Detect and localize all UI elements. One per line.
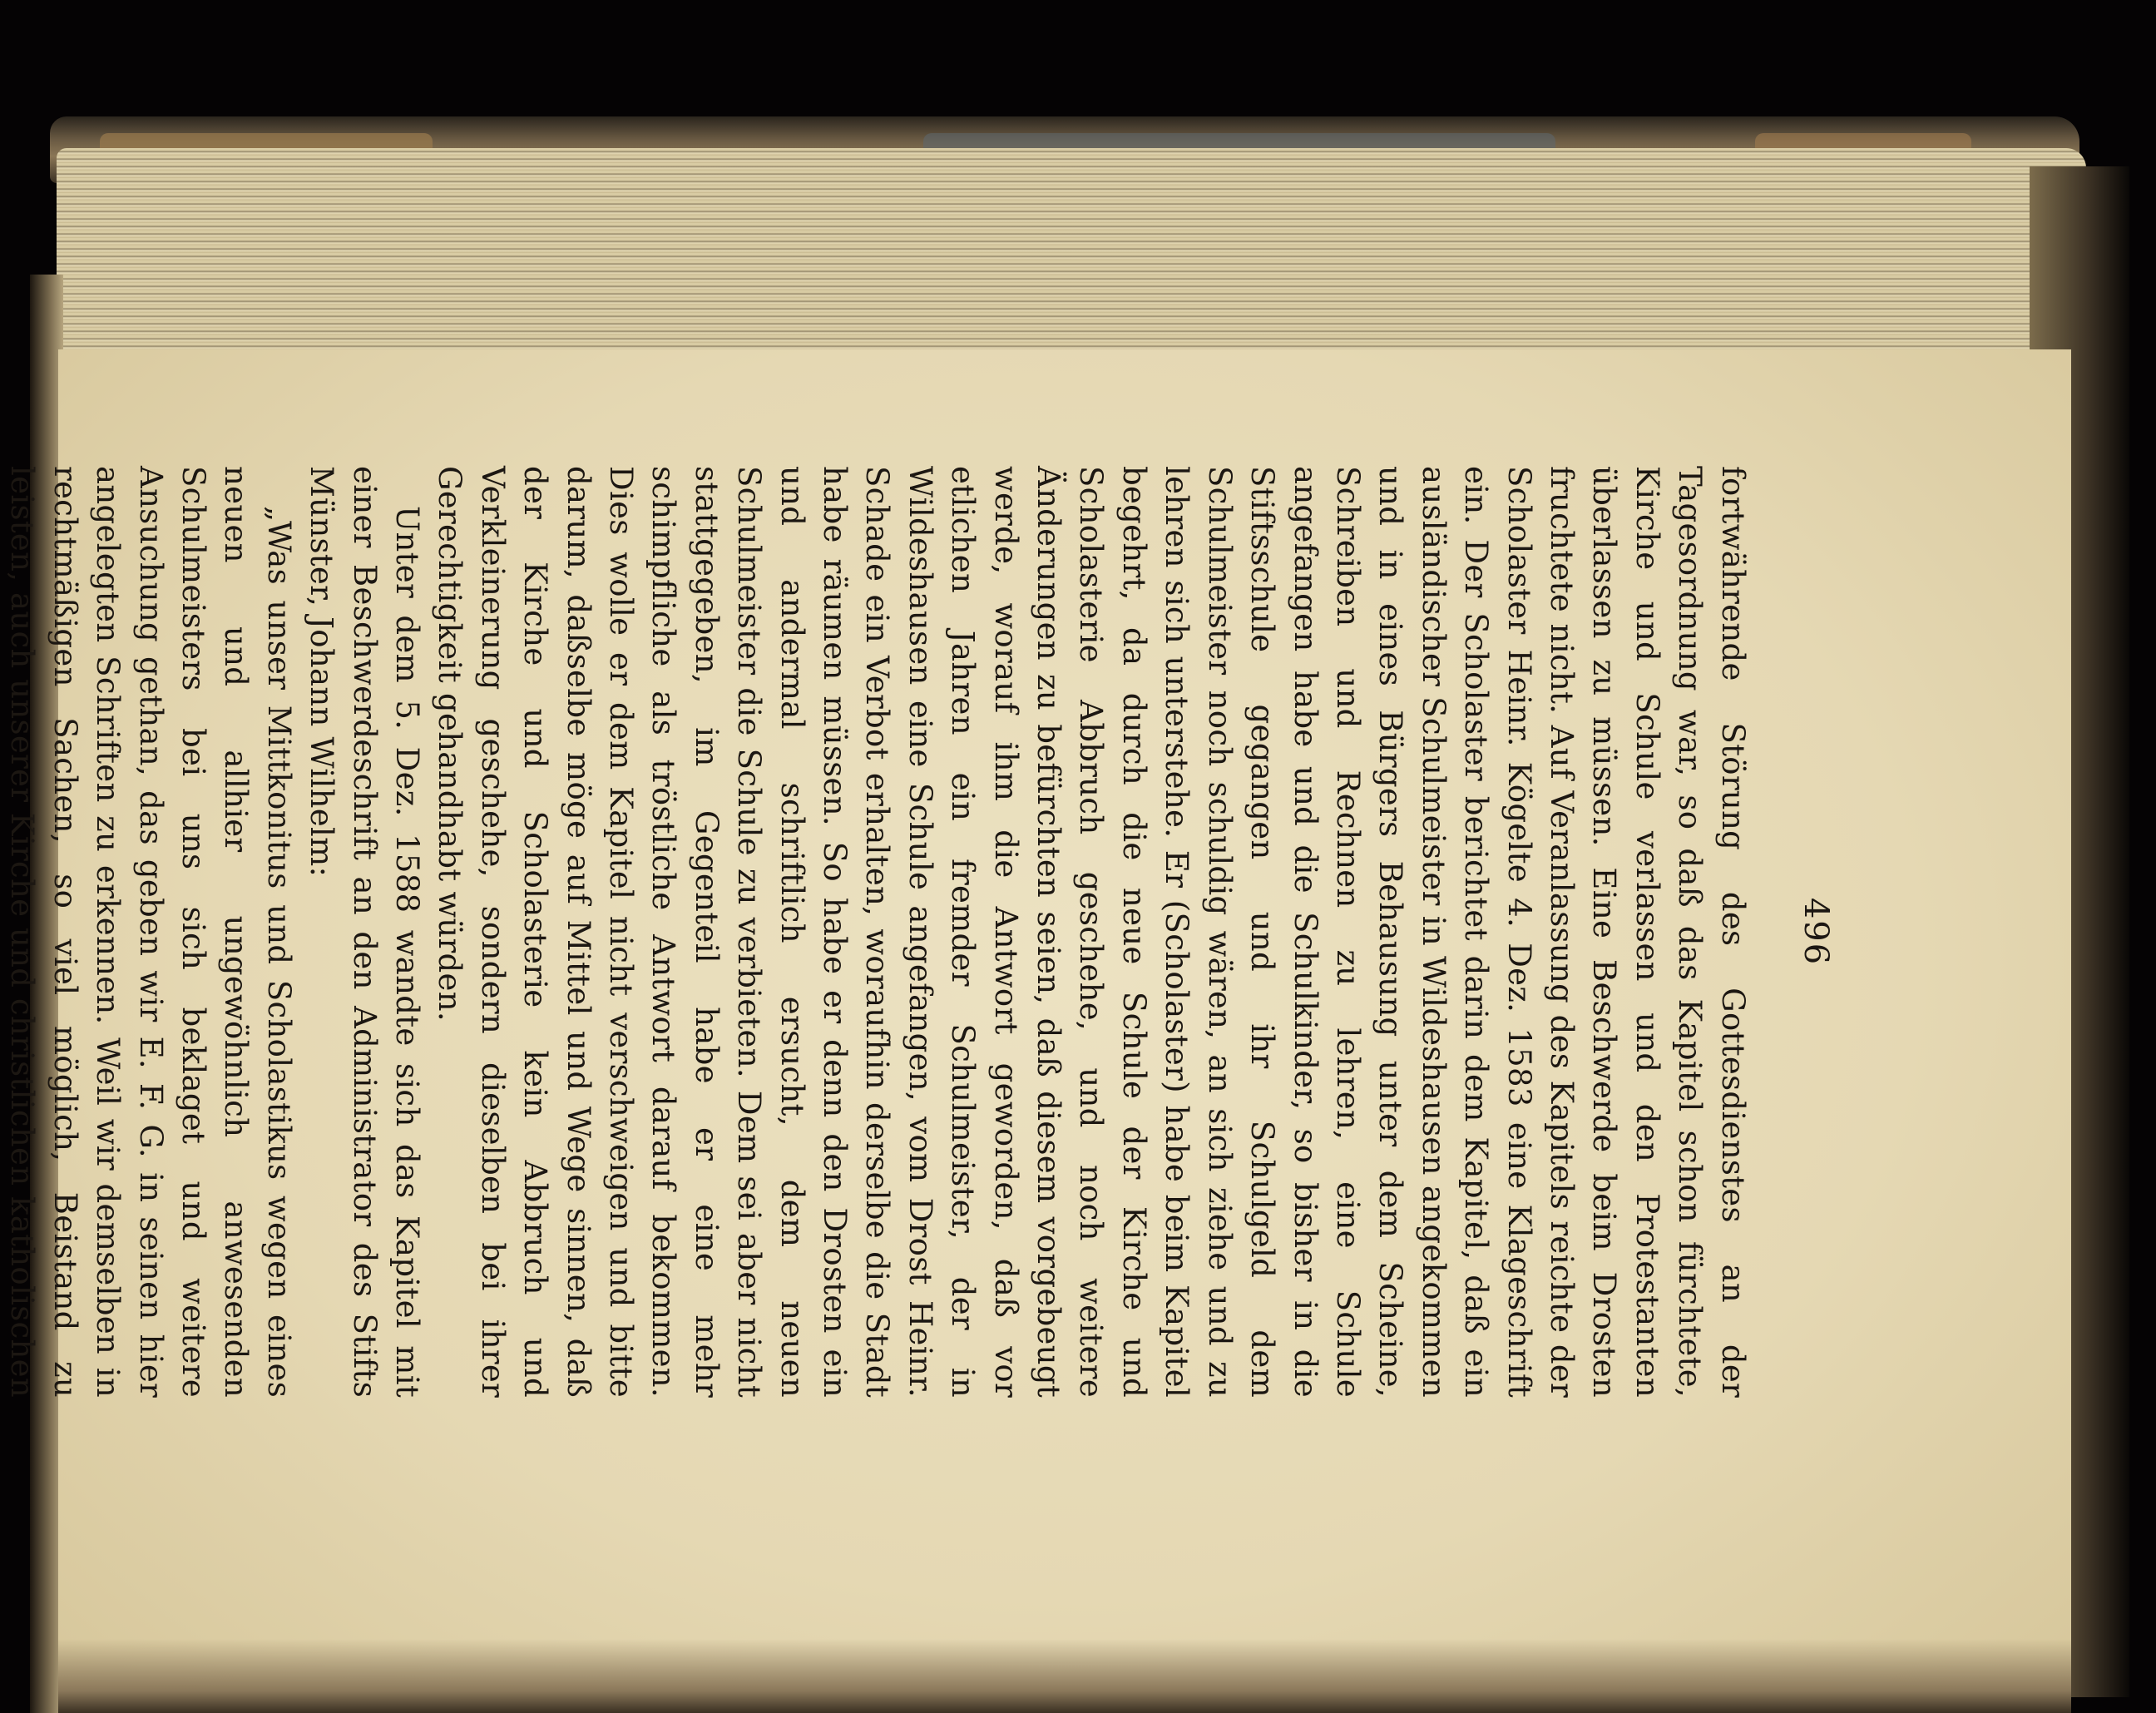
paragraph: Unter dem 5. Dez. 1588 wandte sich das Kapitel mit einer Beschwerdeschrift an den Administrator des Stifts Münster, Johann Wilhelm: [304,466,425,1398]
page-gutter [58,1639,2071,1713]
rotated-text-block [4,466,1837,1398]
page-number: 496 [1797,897,1835,967]
body-text [0,466,1754,1398]
page-block-edges [57,148,2086,364]
paragraph: „Was unser Mittkonitus und Scholastikus wegen eines neuen und allhier ungewöhnlich anwesenden Schulmeisters bei uns sich beklaget und weitere Ansuchung gethan, das geben wir E. F. G. in seinen hier angelegten Schriften zu erkennen. Weil wir demselben in rechtmäßigen Sachen, so viel möglich, Beistand zu leisten, auch unserer Kirche und christlichen katholischen [4,466,297,1398]
paragraph: fortwährende Störung des Gottesdienstes an der Tagesordnung war, so daß das Kapitel schon fürchtete, Kirche und Schule verlassen und den Protestanten überlassen zu müssen. Eine Beschwerde beim Drosten fruchtete nicht. Auf Veranlassung des Kapitels reichte der Scholaster Heinr. Kögelte 4. Dez. 1583 eine Klageschrift ein. Der Scholaster berichtet darin dem Kapitel, daß ein ausländischer Schulmeister in Wildeshausen angekommen und in eines Bürgers Behausung unter dem Scheine, Schreiben und Rechnen zu lehren, eine Schule angefangen habe und die Schulkinder, so bisher in die Stiftsschule gegangen und ihr Schulgeld dem Schulmeister noch schuldig wären, an sich ziehe und zu lehren sich unterstehe. Er (Scholaster) habe beim Kapitel begehrt, da durch die neue Schule der Kirche und Scholasterie Abbruch geschehe, und noch weitere Änderungen zu befürchten seien, daß diesem vorgebeugt werde, worauf ihm die Antwort geworden, daß vor etlichen Jahren ein fremder Schulmeister, der in Wildeshausen eine Schule angefangen, vom Drost Heinr. Schade ein Verbot erhalten, woraufhin derselbe die Stadt habe räumen müssen. So habe er denn den Drosten ein und andermal schriftlich ersucht, dem neuen Schulmeister die Schule zu verbieten. Dem sei aber nicht stattgegeben, im Gegenteil habe er eine mehr schimpfliche als tröstliche Antwort darauf bekommen. Dies wolle er dem Kapitel nicht verschweigen und bitte darum, daßselbe möge auf Mittel und Wege sinnen, daß der Kirche und Scholasterie kein Abbruch und Verkleinerung geschehe, sondern dieselben bei ihrer Gerechtigkeit gehandhabt würden. [432,466,1751,1398]
